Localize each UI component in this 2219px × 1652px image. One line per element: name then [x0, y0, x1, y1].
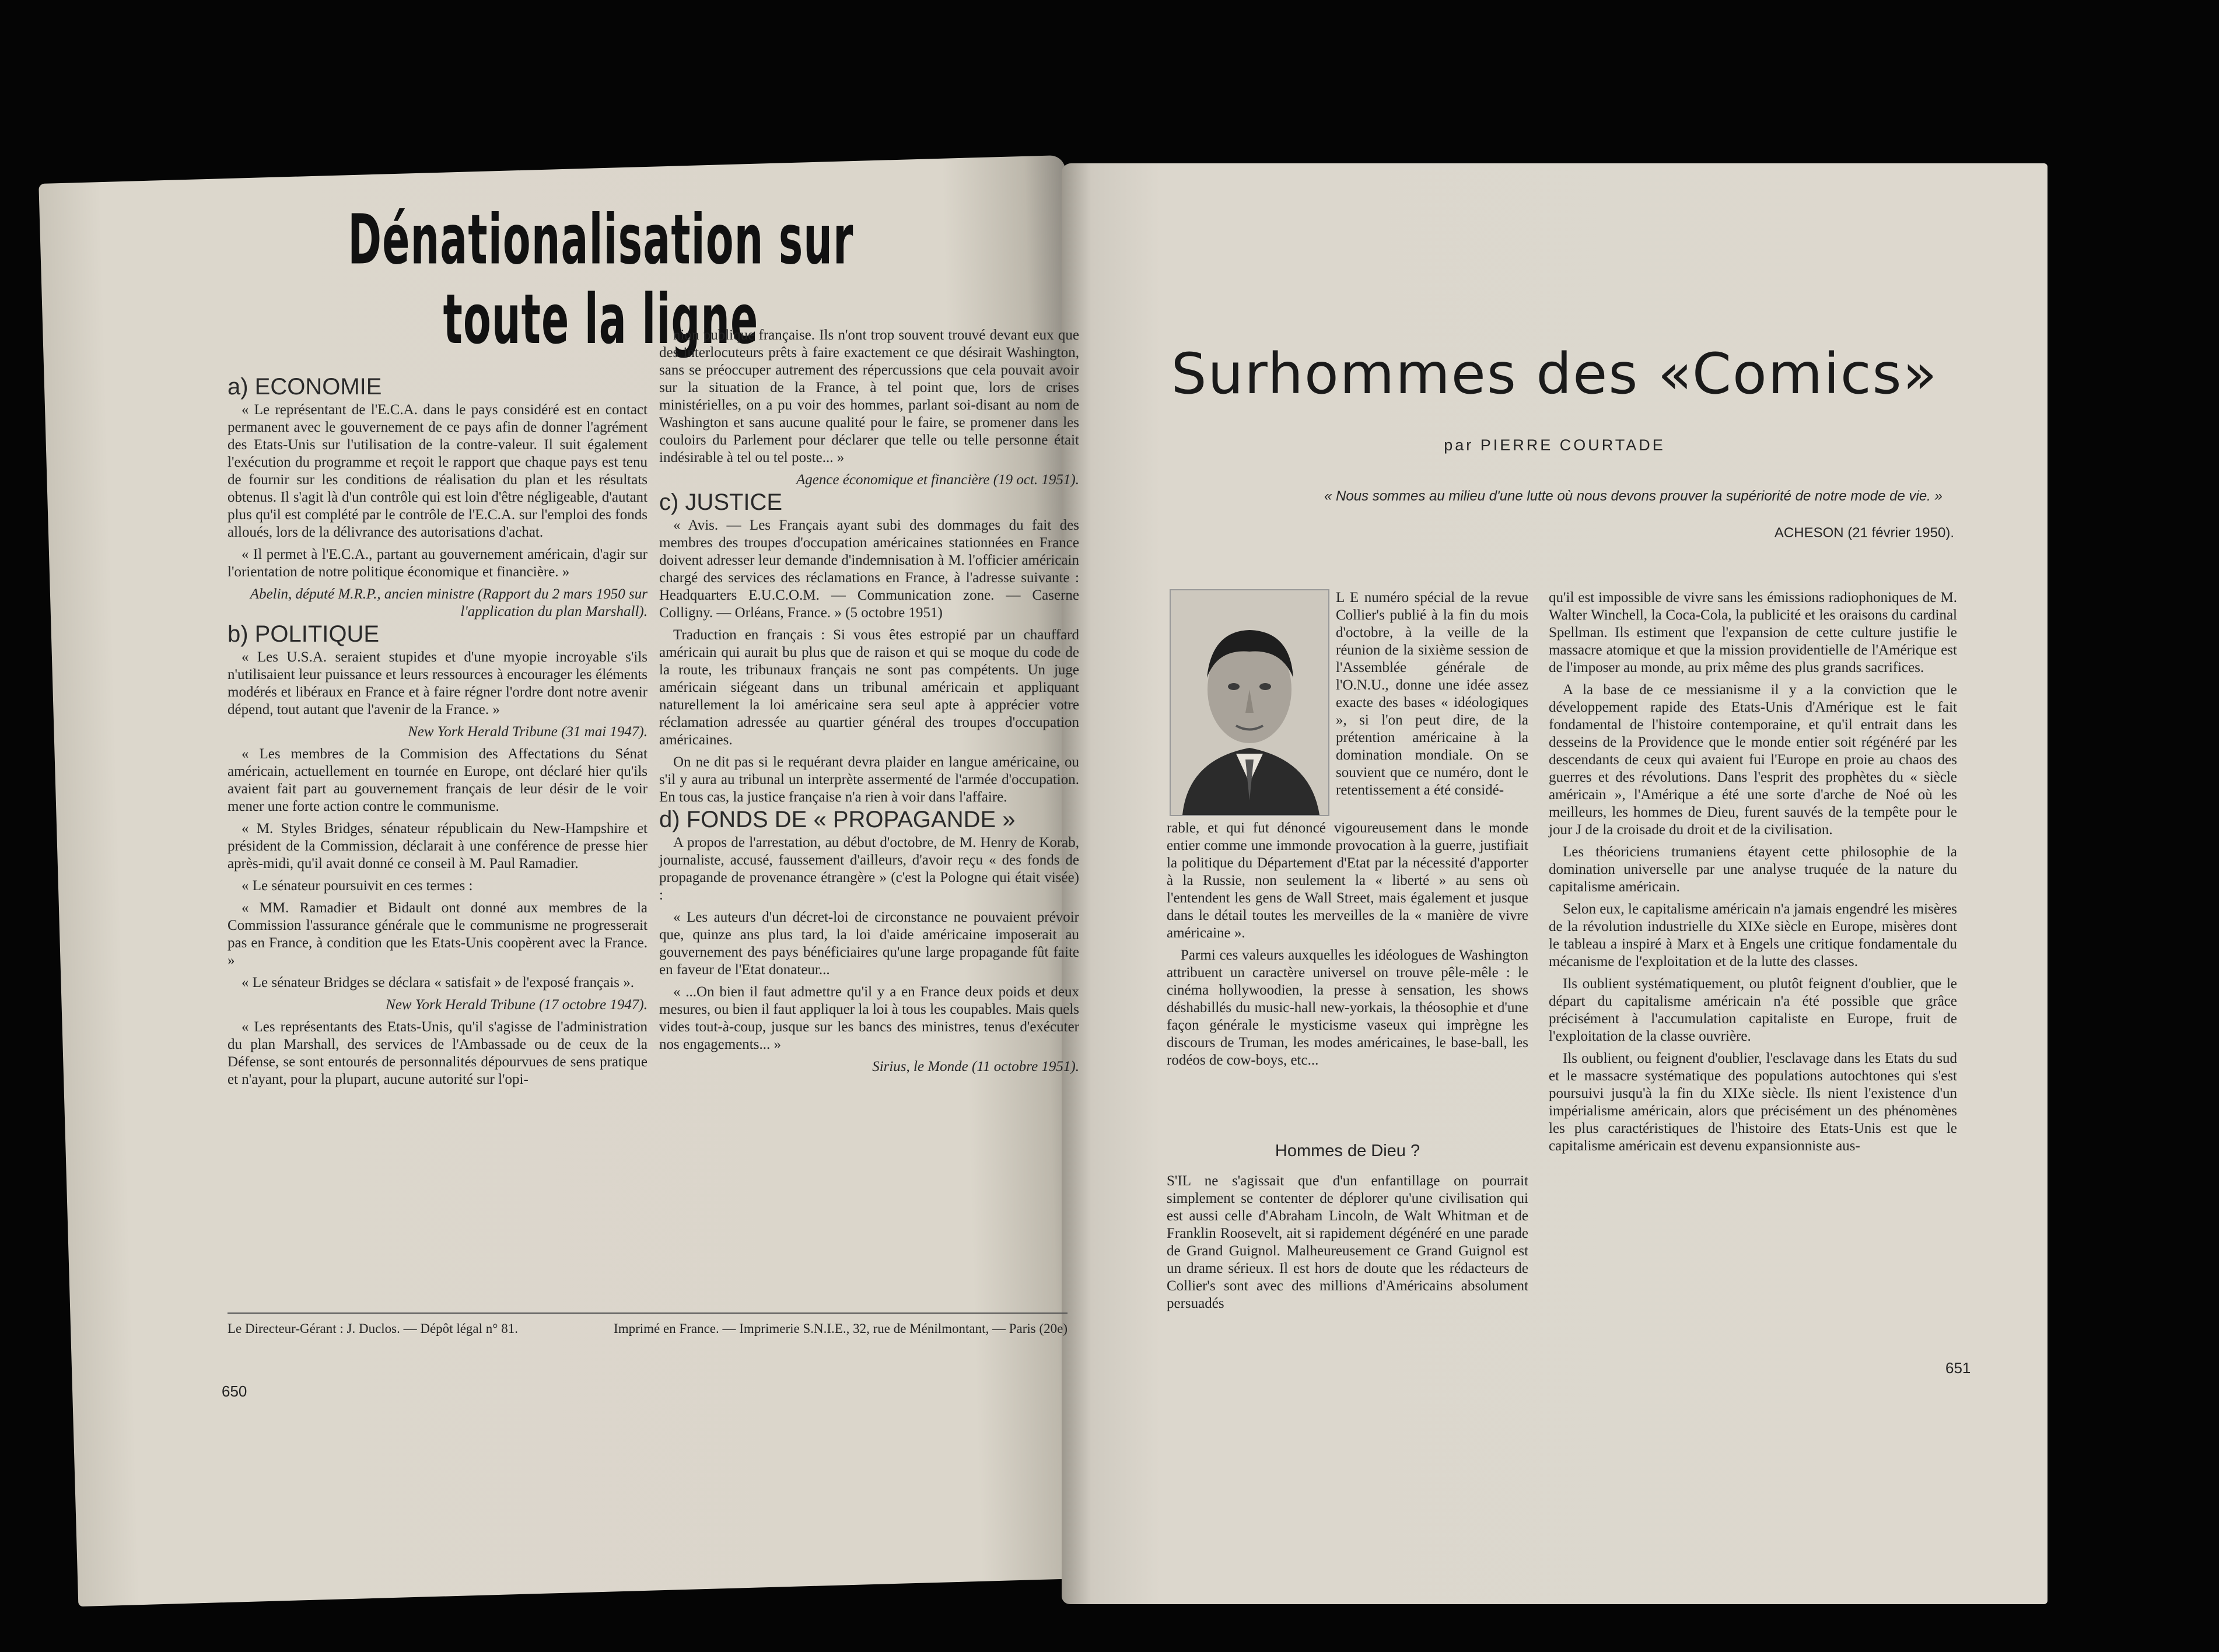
paragraph: « Les auteurs d'un décret-loi de circonstance ne pouvaient prévoir que, quinze ans plus tard, la loi d'aide américaine imposerait au gouvernement des pays bénéficiaires qu'une large propagande fût faite en faveur de l'Etat donateur...: [659, 909, 1079, 978]
paragraph: nion publique française. Ils n'ont trop souvent trouvé devant eux que des interlocuteurs prêts à faire exactement ce que désirait Washington, sans se préoccuper autrement des répercussions que cela pouvait avoir sur la situation de la France, à tel point que, lors de crises ministérielles, on a pu voir des hommes, parlant soi-disant au nom de Washington et sans aucune qualité pour le faire, se promener dans les couloirs du Parlement pour déclarer que telle ou telle personne était indésirable à tel ou tel poste... »: [659, 327, 1079, 466]
paragraph: A la base de ce messianisme il y a la conviction que le développement rapide des Etats-Unis d'Amérique est le fait fondamental de l'histoire contemporaine, et qu'il entrait dans les desseins de la Providence que le monde entier soit régénéré par les descendants de ceux qui avaient fui l'Europe en proie au chaos des guerres et des révolutions. Dans l'esprit des prophètes du « siècle américain », l'Amérique a été une sorte d'arche de Noé où les meilleurs, les hommes de Dieu, furent sauvés de la tempête pour le jour J de la croisade du droit et de la civilisation.: [1549, 682, 1957, 838]
subheading: Hommes de Dieu ?: [1275, 1142, 1420, 1160]
section-heading-politique: b) POLITIQUE: [228, 621, 380, 647]
paragraph: On ne dit pas si le requérant devra plaider en langue américaine, ou s'il y aura au tribunal un interprète assermenté de l'armée d'occupation. En tous cas, la justice française n'a rien à voir dans l'affaire.: [659, 754, 1079, 805]
paragraph: Parmi ces valeurs auxquelles les idéologues de Washington attribuent un caractère universel on trouve pêle-mêle : le cinéma hollywoodien, la presse à sensation, les shows déshabillés du music-hall new-yorkais, la théosophie et d'une façon générale le mysticisme vaseux qui imprègne les discours de Truman, les modes américaines, le base-ball, les rodéos de cow-boys, etc...: [1167, 947, 1528, 1068]
left-page-number: 650: [222, 1382, 247, 1400]
paragraph: « M. Styles Bridges, sénateur républicain du New-Hampshire et président de la Commission, déclarait à une conférence de presse hier après-midi, qu'il avait donné ce conseil à M. Paul Ramadier.: [228, 821, 648, 872]
paragraph: « Avis. — Les Français ayant subi des dommages du fait des membres des troupes d'occupation américaines stationnées en France doivent adresser leur demande d'indemnisation à M. l'officier américain chargé des services des réclamations en France, à l'adresse suivante : Headquarters E.U.C.O.M. — Communication zone. — Caserne Colligny. — Orléans, France. » (5 octobre 1951): [659, 517, 1079, 621]
paragraph: rable, et qui fut dénoncé vigoureusement dans le monde entier comme une immonde provocation à la guerre, justifiait la politique du Département d'Etat par la nécessité d'apporter à la Russie, non seulement la « liberté » au sens où l'entendent les gens de Wall Street, mais également et jusque dans le détail toutes les merveilles de la « manière de vivre américaine ».: [1167, 820, 1528, 941]
paragraph: qu'il est impossible de vivre sans les émissions radiophoniques de M. Walter Winchell, la Coca-Cola, la publicité et les oraisons du cardinal Spellman. Ils estiment que l'expansion de cette culture justifie le massacre atomique et que la mission providentielle de l'Amérique est de l'imposer au monde, au prix même des plus grands sacrifices.: [1549, 590, 1957, 676]
source-citation: Agence économique et financière (19 oct. 1951).: [796, 472, 1079, 488]
section-heading-justice: c) JUSTICE: [659, 489, 783, 515]
paragraph: « Les représentants des Etats-Unis, qu'il s'agisse de l'administration du plan Marshall, des services de l'Ambassade ou de ceux de la Défense, se sont entourés de personnalités dépourvues de sens pratique et n'ayant, pour la plupart, aucune autorité sur l'opi-: [228, 1019, 648, 1087]
paragraph: A propos de l'arrestation, au début d'octobre, de M. Henry de Korab, journaliste, accusé, faussement d'ailleurs, d'avoir reçu « des fonds de propagande de provenance étrangère » (c'est la Pologne qui était visée) :: [659, 835, 1079, 903]
footer-publisher: Le Directeur-Gérant : J. Duclos. — Dépôt légal n° 81.: [228, 1321, 518, 1336]
portrait-photo: [1170, 589, 1329, 816]
right-page-title: Surhommes des «Comics»: [1171, 341, 1938, 407]
byline: par PIERRE COURTADE: [1444, 436, 1665, 454]
source-citation: Sirius, le Monde (11 octobre 1951).: [872, 1059, 1079, 1074]
paragraph: « MM. Ramadier et Bidault ont donné aux membres de la Commission l'assurance générale que le communisme ne progresserait pas en France, à condition que les Etats-Unis coopèrent avec la France. »: [228, 900, 648, 968]
paragraph: « ...On bien il faut admettre qu'il y a en France deux poids et deux mesures, ou bien il faut appliquer la loi à tous les coupables. Mais quels vides tout-à-coup, jusque sur les bancs des ministres, tenus d'exécuter nos engagements... »: [659, 984, 1079, 1052]
epigraph: « Nous sommes au milieu d'une lutte où nous devons prouver la supériorité de notre mode de vie. »: [1324, 488, 1943, 504]
right-column-1-intro: [1336, 589, 1528, 804]
left-column-2: [659, 327, 1079, 1080]
footer-rule: [228, 1312, 1068, 1314]
paragraph: « Il permet à l'E.C.A., partant au gouvernement américain, d'agir sur l'orientation de notre politique économique et financière. »: [228, 547, 648, 580]
right-page-number: 651: [1945, 1359, 1971, 1377]
paragraph: Ils oublient systématiquement, ou plutôt feignent d'oublier, que le départ du capitalisme américain n'a été possible que grâce précisément à l'accumulation capitaliste en Europe, fruit de l'exploitation de la classe ouvrière.: [1549, 976, 1957, 1044]
paragraph: « Les U.S.A. seraient stupides et d'une myopie incroyable s'ils n'utilisaient leur puissance et leurs ressources à encourager les éléments modérés et libéraux en France et à faire régner l'ordre dont notre avenir dépend, tout autant que l'avenir de la France. »: [228, 649, 648, 718]
paragraph: « Le sénateur poursuivit en ces termes :: [242, 878, 473, 894]
right-column-1: [1167, 820, 1528, 1074]
footer-printer: Imprimé en France. — Imprimerie S.N.I.E., 32, rue de Ménilmontant, — Paris (20e): [614, 1321, 1068, 1336]
paragraph: Selon eux, le capitalisme américain n'a jamais engendré les misères de la révolution industrielle du XIXe siècle en Europe, misères dont le tableau a inspiré à Marx et à Engels une critique fondamentale du mécanisme de l'exploitation et de la lutte des classes.: [1549, 901, 1957, 970]
right-column-1-end: [1167, 1172, 1528, 1317]
section-heading-propagande: d) FONDS DE « PROPAGANDE »: [659, 807, 1016, 832]
paragraph: Les théoriciens trumaniens étayent cette philosophie de la domination universelle par une analyse truquée de la nature du capitalisme américain.: [1549, 844, 1957, 895]
left-column-1: [228, 373, 648, 1093]
paragraph: « Le sénateur Bridges se déclara « satisfait » de l'exposé français ».: [242, 975, 634, 991]
source-citation: New York Herald Tribune (31 mai 1947).: [408, 724, 648, 740]
right-column-2: [1549, 589, 1957, 1160]
source-citation: Abelin, député M.R.P., ancien ministre (Rapport du 2 mars 1950 sur l'application du plan Marshall).: [250, 586, 648, 620]
paragraph: « Les membres de la Commision des Affectations du Sénat américain, actuellement en tournée en Europe, ont déclaré hier qu'ils avaient fait part au gouvernement français de leur désir de le voir mener une forte action contre le communisme.: [228, 746, 648, 814]
paragraph: S'IL ne s'agissait que d'un enfantillage on pourrait simplement se contenter de déplorer qu'une civilisation qui est aussi celle d'Abraham Lincoln, de Walt Whitman et de Franklin Roosevelt, ait si rapidement dégénéré en une parade de Grand Guignol. Malheureusement ce Grand Guignol est un drame sérieux. Il est hors de doute que les rédacteurs de Collier's sont avec des millions d'Américains absolument persuadés: [1167, 1173, 1528, 1311]
left-page-title: Dénationalisation sur toute la ligne: [348, 200, 854, 360]
paragraph: « Le représentant de l'E.C.A. dans le pays considéré est en contact permanent avec le gouvernement de ce pays afin de donner l'agrément des Etats-Unis sur l'utilisation de la contre-valeur. Il suit également l'exécution du programme et reçoit le rapport que chaque pays est tenu de fournir sur les conditions de réalisation du plan et les résultats obtenus. Il s'agit là d'un contrôle qui est loin d'être négligeable, d'autant plus qu'il est complété par le contrôle de l'E.C.A. sur l'emploi des fonds alloués, lors de la délivrance des autorisations d'achat.: [228, 402, 648, 540]
section-heading-economie: a) ECONOMIE: [228, 374, 382, 400]
source-citation: New York Herald Tribune (17 octobre 1947).: [386, 997, 648, 1013]
portrait-illustration: [1171, 590, 1328, 815]
intro-paragraph: L E numéro spécial de la revue Collier's publié à la fin du mois d'octobre, à la veille de la réunion de la sixième session de l'Assemblée générale de l'O.N.U., donne une idée assez exacte des bases « idéologiques », si l'on peut dire, de la prétention américaine à la domination mondiale. On se souvient que ce numéro, dont le retentissement a été considé-: [1336, 590, 1528, 798]
paragraph: Traduction en français : Si vous êtes estropié par un chauffard américain qui aurait bu plus que de raison et qui se moque du code de la route, les tribunaux français ne sont pas compétents. Un juge américain siégeant dans un tribunal américain et appliquant naturellement la loi américaine sera seul apte à apprécier votre réclamation adressée au quartier général des troupes d'occupation américaines.: [659, 627, 1079, 748]
paragraph: Ils oublient, ou feignent d'oublier, l'esclavage dans les Etats du sud et le massacre systématique des populations autochtones qui s'est poursuivi jusqu'à la fin du XIXe siècle. Ils nient l'existence d'un impérialisme américain, alors que précisément un des phénomènes les plus caractéristiques de l'histoire des Etats-Unis est que le capitalisme américain est devenu expansionniste aus-: [1549, 1051, 1957, 1154]
epigraph-source: ACHESON (21 février 1950).: [1774, 525, 1954, 541]
left-footer: [228, 1321, 1068, 1336]
